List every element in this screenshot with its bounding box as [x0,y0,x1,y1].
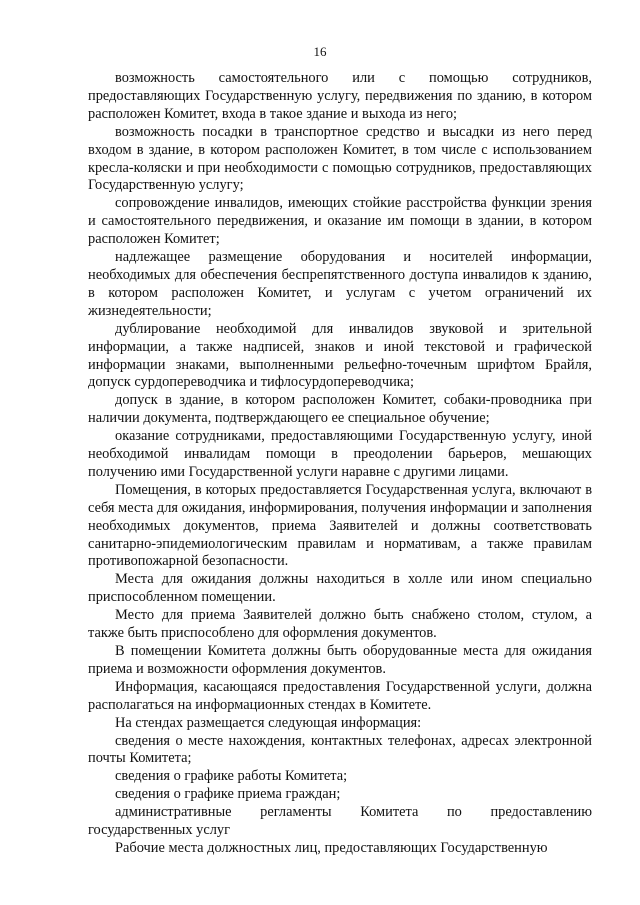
paragraph: Места для ожидания должны находиться в холле или ином специально приспособленном помещении. [88,571,592,606]
body-text [88,70,592,858]
paragraph: Место для приема Заявителей должно быть снабжено столом, стулом, а также быть приспособлено для оформления документов. [88,607,592,642]
paragraph: дублирование необходимой для инвалидов звуковой и зрительной информации, а также надписей, знаков и иной текстовой и графической информации знаками, выполненными рельефно-точечным шрифтом Брайля, допуск сурдопереводчика и тифлосурдопереводчика; [88,320,592,391]
paragraph: На стендах размещается следующая информация: [115,714,422,731]
page-number: 16 [313,44,327,59]
paragraph: Рабочие места должностных лиц, предоставляющих Государственную [115,839,548,856]
paragraph: допуск в здание, в котором расположен Комитет, собаки-проводника при наличии документа, подтверждающего ее специальное обучение; [88,392,592,427]
paragraph: сведения о графике приема граждан; [115,786,341,803]
paragraph: оказание сотрудниками, предоставляющими Государственную услугу, иной необходимой инвалидам помощи в преодолении барьеров, мешающих получению ими Государственной услуги наравне с другими лицами. [88,428,592,480]
paragraph: надлежащее размещение оборудования и носителей информации, необходимых для обеспечения беспрепятственного доступа инвалидов к зданию, в котором расположен Комитет, и услугам с учетом ограничений их жизнедеятельности; [88,249,592,319]
paragraph: сведения о графике работы Комитета; [115,768,348,785]
paragraph: возможность самостоятельного или с помощью сотрудников, предоставляющих Государственную услугу, передвижения по зданию, в котором расположен Комитет, входа в такое здание и выхода из него; [88,70,592,122]
paragraph: Помещения, в которых предоставляется Государственная услуга, включают в себя места для ожидания, информирования, получения информации и заполнения необходимых документов, приема Заявителей и должны соответствовать санитарно-эпидемиологическим правилам и нормативам, а также правилам противопожарной безопасности. [88,481,592,570]
paragraph: В помещении Комитета должны быть оборудованные места для ожидания приема и возможности оформления документов. [88,643,592,677]
paragraph: административные регламенты Комитета по предоставлению государственных услуг [88,804,592,839]
paragraph: сопровождение инвалидов, имеющих стойкие расстройства функции зрения и самостоятельного передвижения, и оказание им помощи в здании, в котором расположен Комитет; [88,195,592,248]
paragraph: возможность посадки в транспортное средство и высадки из него перед входом в здание, в котором расположен Комитет, в том числе с использованием кресла-коляски и при необходимости с помощью сотрудников, предоставляющих Государственную услугу; [88,123,592,194]
paragraph: Информация, касающаяся предоставления Государственной услуги, должна располагаться на информационных стендах в Комитете. [88,678,592,713]
paragraph: сведения о месте нахождения, контактных телефонах, адресах электронной почты Комитета; [88,732,592,767]
